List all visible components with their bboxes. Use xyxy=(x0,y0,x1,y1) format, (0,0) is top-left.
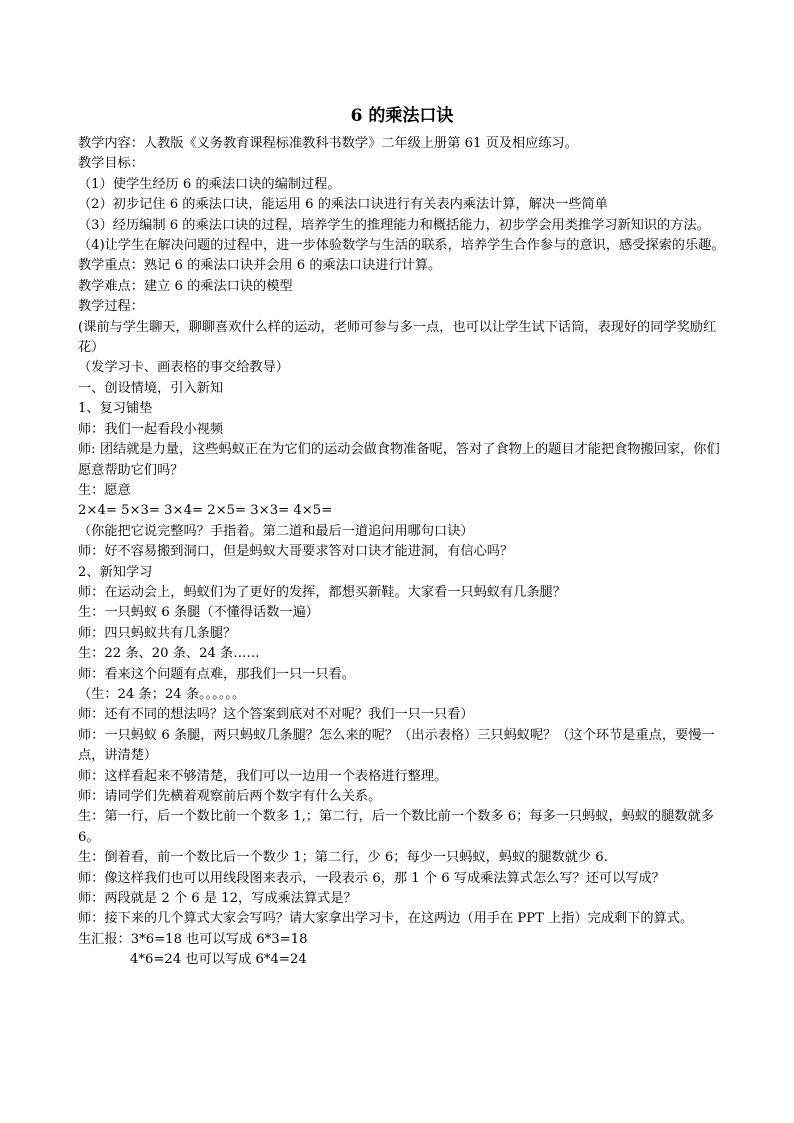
text-line: 师：一只蚂蚁 6 条腿，两只蚂蚁几条腿？怎么来的呢？（出示表格）三只蚂蚁呢？（这个环节是重点，要慢一点，讲清楚） xyxy=(78,727,715,764)
subsection-heading: 2、新知学习 xyxy=(78,564,153,580)
text-line: 师：请同学们先横着观察前后两个数字有什么关系。 xyxy=(78,789,382,804)
text-line: 教学重点：熟记 6 的乘法口诀并会用 6 的乘法口诀进行计算。 xyxy=(78,258,442,274)
text-line: 师：两段就是 2 个 6 是 12，写成乘法算式是？ xyxy=(78,891,357,907)
text-line: 教学难点：建立 6 的乘法口诀的模型 xyxy=(78,278,293,294)
text-line: 师：像这样我们也可以用线段图来表示，一段表示 6，那 1 个 6 写成乘法算式怎么写？还可以写成？ xyxy=(78,870,665,886)
text-line: 生：愿意 xyxy=(78,482,131,498)
text-line: 师：好不容易搬到洞口，但是蚂蚁大哥要求答对口诀才能进洞，有信心吗？ xyxy=(78,544,514,560)
text-line: （生：24 条；24 条。。。。。。 xyxy=(78,686,246,702)
text-line: 师：在运动会上，蚂蚁们为了更好的发挥，都想买新鞋。大家看一只蚂蚁有几条腿？ xyxy=(78,584,566,600)
text-line: 生：22 条、20 条、24 条…… xyxy=(78,646,260,662)
text-line: 师：看来这个问题有点难，那我们一只一只看。 xyxy=(78,666,355,682)
text-line: （4)让学生在解决问题的过程中，进一步体验数学与生活的联系，培养学生合作参与的意识，感受探索的乐趣。 xyxy=(78,238,725,254)
text-line: 师：这样看起来不够清楚，我们可以一边用一个表格进行整理。 xyxy=(78,768,448,784)
document-page xyxy=(78,104,726,971)
text-line: （3）经历编制 6 的乘法口诀的过程，培养学生的推理能力和概括能力，初步学会用类推学习新知识的方法。 xyxy=(78,217,710,233)
text-line: （1）使学生经历 6 的乘法口诀的编制过程。 xyxy=(78,176,341,192)
text-line: 师：还有不同的想法吗？这个答案到底对不对呢？我们一只一只看） xyxy=(78,707,474,723)
text-line: 师：四只蚂蚁共有几条腿？ xyxy=(78,625,237,641)
text-line: 生：倒着看，前一个数比后一个数少 1；第二行，少 6；每少一只蚂蚁，蚂蚁的腿数就少 6. xyxy=(78,850,608,866)
text-line: （发学习卡、画表格的事交给教导） xyxy=(78,360,289,376)
text-line: 教学过程： xyxy=(78,299,144,315)
text-line: 生汇报：3*6=18 也可以写成 6*3=18 xyxy=(78,931,308,947)
text-line: 教学内容：人教版《义务教育课程标准教科书数学》二年级上册第 61 页及相应练习。 xyxy=(78,136,578,151)
text-line: (课前与学生聊天，聊聊喜欢什么样的运动，老师可参与多一点，也可以让学生试下话筒，表现好的同学奖励红花） xyxy=(78,319,717,356)
document-title: 6 的乘法口诀 xyxy=(350,106,454,126)
text-line: 生：第一行，后一个数比前一个数多 1,；第二行，后一个数比前一个数多 6；每多一只蚂蚁，蚂蚁的腿数就多 6。 xyxy=(78,809,714,845)
document-body xyxy=(78,134,726,971)
subsection-heading: 1、复习铺垫 xyxy=(78,401,153,417)
text-line: （你能把它说完整吗？手指着。第二道和最后一道追问用哪句口诀） xyxy=(78,523,474,539)
text-line: 4*6=24 也可以写成 6*4=24 xyxy=(130,952,307,968)
text-line: 教学目标： xyxy=(78,156,144,172)
text-line: （2）初步记住 6 的乘法口诀，能运用 6 的乘法口诀进行有关表内乘法计算，解决一些简单 xyxy=(78,197,608,213)
section-heading: 一、创设情境，引入新知 xyxy=(78,380,224,396)
text-line: 生：一只蚂蚁 6 条腿（不懂得话数一遍） xyxy=(78,605,319,621)
text-line: 师: 团结就是力量，这些蚂蚁正在为它们的运动会做食物准备呢，答对了食物上的题目才能把食物搬回家，你们愿意帮助它们吗？ xyxy=(78,442,720,478)
equation-line: 2×4= 5×3= 3×4= 2×5= 3×3= 4×5= xyxy=(78,503,333,519)
text-line: 师：我们一起看段小视频 xyxy=(78,421,224,437)
text-line: 师：接下来的几个算式大家会写吗？请大家拿出学习卡，在这两边（用手在 PPT 上指）完成剩下的算式。 xyxy=(78,911,694,927)
